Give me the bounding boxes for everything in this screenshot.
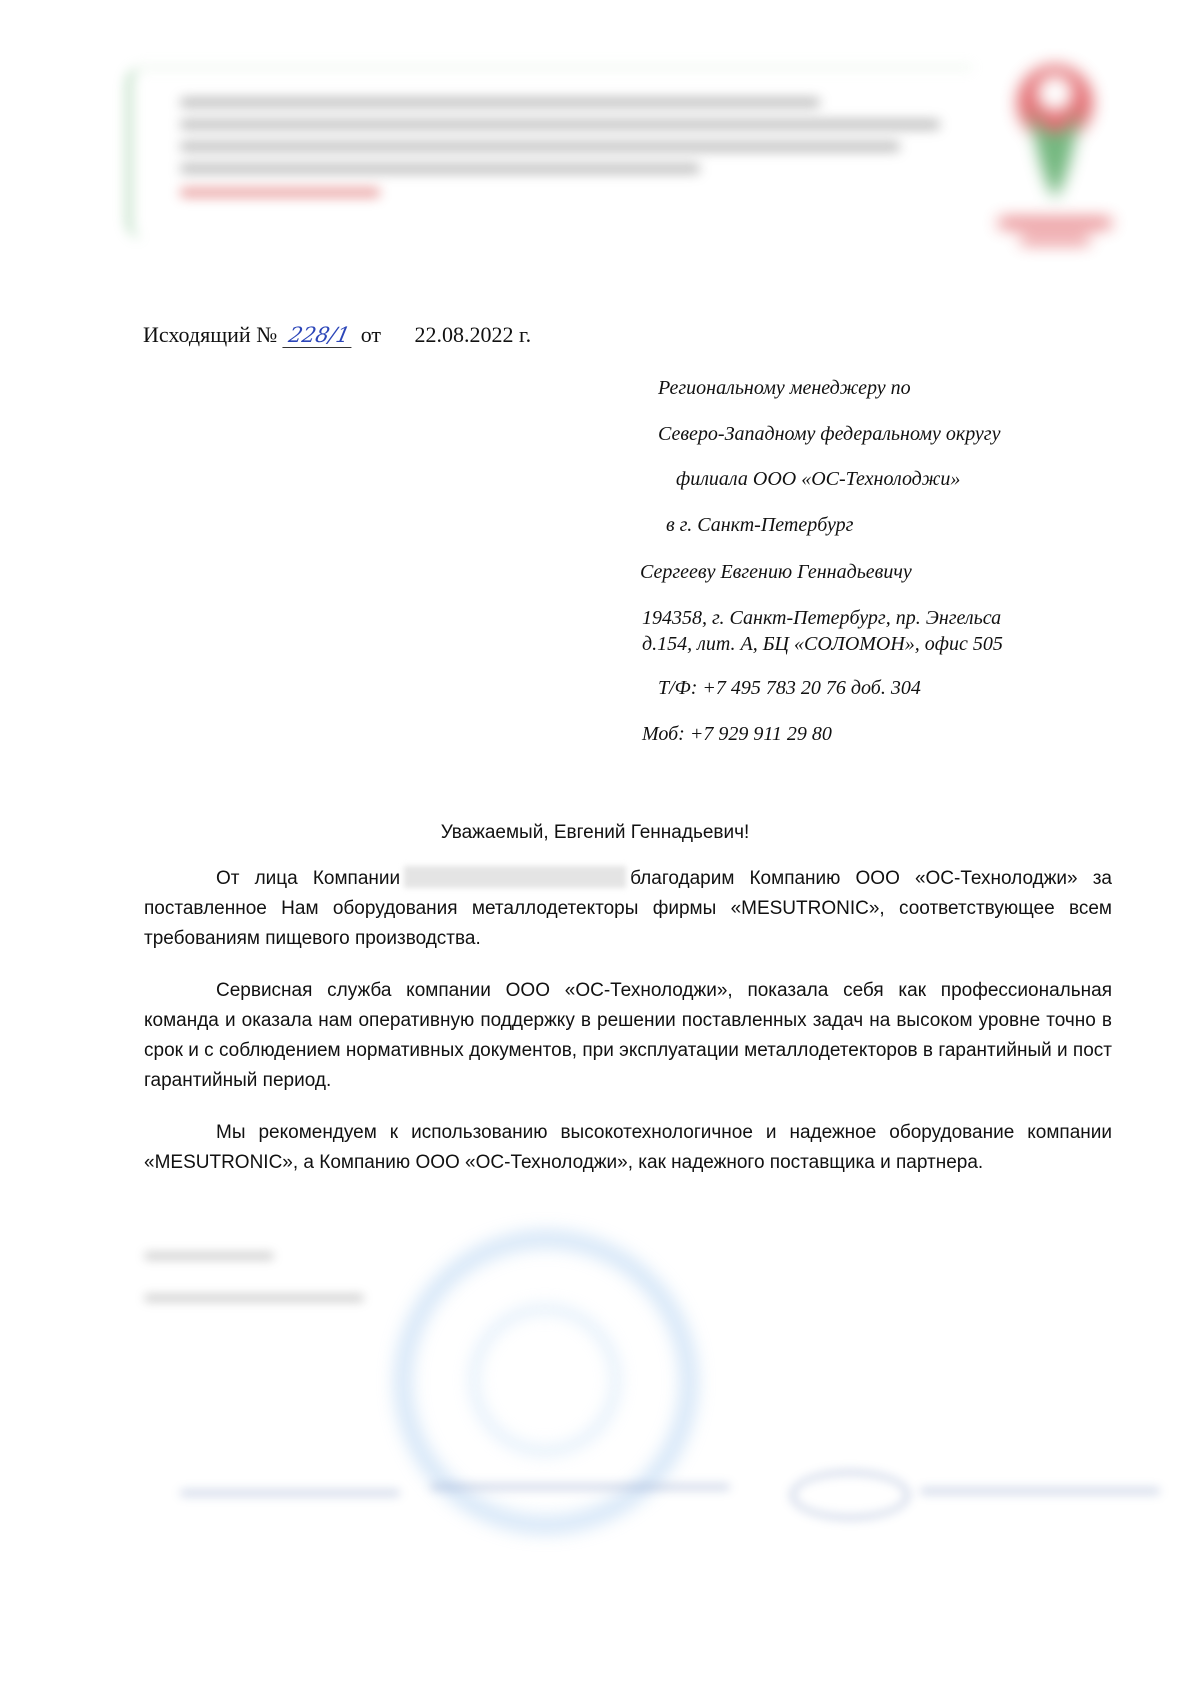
addressee-line-1: Региональному менеджеру по bbox=[658, 377, 911, 399]
blurred-signature-text-1 bbox=[180, 1490, 400, 1496]
date-prefix: от bbox=[360, 322, 382, 347]
addressee-address-line-1: 194358, г. Санкт-Петербург, пр. Энгельса bbox=[642, 607, 1002, 629]
addressee-phone: Т/Ф: +7 495 783 20 76 доб. 304 bbox=[658, 677, 921, 699]
blurred-signature-text-2 bbox=[430, 1484, 730, 1490]
handwritten-outgoing-number: 228/1 bbox=[282, 323, 356, 348]
paragraph-1 bbox=[144, 864, 1112, 954]
blurred-signature-text-3 bbox=[920, 1488, 1160, 1494]
letter-date: 22.08.2022 г. bbox=[414, 322, 532, 347]
addressee-name: Сергееву Евгению Геннадьевичу bbox=[640, 561, 912, 583]
blurred-company-logo bbox=[990, 48, 1120, 258]
blurred-stamp-center bbox=[470, 1305, 620, 1455]
paragraph-3: Мы рекомендуем к использованию высокотехнологичное и надежное оборудование компании «MESUTRONIC», а Компанию ООО «ОС-Технолоджи», как надежного поставщика и партнера. bbox=[144, 1122, 1112, 1173]
blurred-closing bbox=[144, 1240, 394, 1320]
addressee-line-2: Северо-Западному федеральному округу bbox=[658, 423, 1001, 445]
paragraph-1-rest: благодарим Компанию ООО «ОС-Технолоджи» за поставленное Нам оборудования металлодетекторы фирмы «MESUTRONIC», соответствующее всем требованиям пищевого производства. bbox=[144, 868, 1113, 949]
blurred-signature-scrawl bbox=[790, 1470, 910, 1520]
paragraph-1-start: От лица Компании bbox=[216, 868, 401, 889]
addressee-address-line-2: д.154, лит. А, БЦ «СОЛОМОН», офис 505 bbox=[642, 633, 1003, 655]
outgoing-number-line bbox=[143, 322, 531, 348]
addressee-line-3: филиала ООО «ОС-Технолоджи» bbox=[676, 468, 961, 490]
redacted-company-name bbox=[404, 866, 626, 888]
greeting: Уважаемый, Евгений Геннадьевич! bbox=[440, 822, 750, 843]
blurred-letterhead bbox=[120, 48, 1000, 248]
addressee-mobile: Моб: +7 929 911 29 80 bbox=[642, 723, 832, 745]
addressee-line-4: в г. Санкт-Петербург bbox=[666, 514, 854, 536]
outgoing-label: Исходящий № bbox=[143, 322, 278, 347]
paragraph-2: Сервисная служба компании ООО «ОС-Технолоджи», показала себя как профессиональная команда и оказала нам оперативную поддержку в решении поставленных задач на высоком уровне точно в срок и с соблюдением нормативных документов, при эксплуатации металлодетекторов в гарантийный и пост гарантийный период. bbox=[144, 980, 1112, 1091]
